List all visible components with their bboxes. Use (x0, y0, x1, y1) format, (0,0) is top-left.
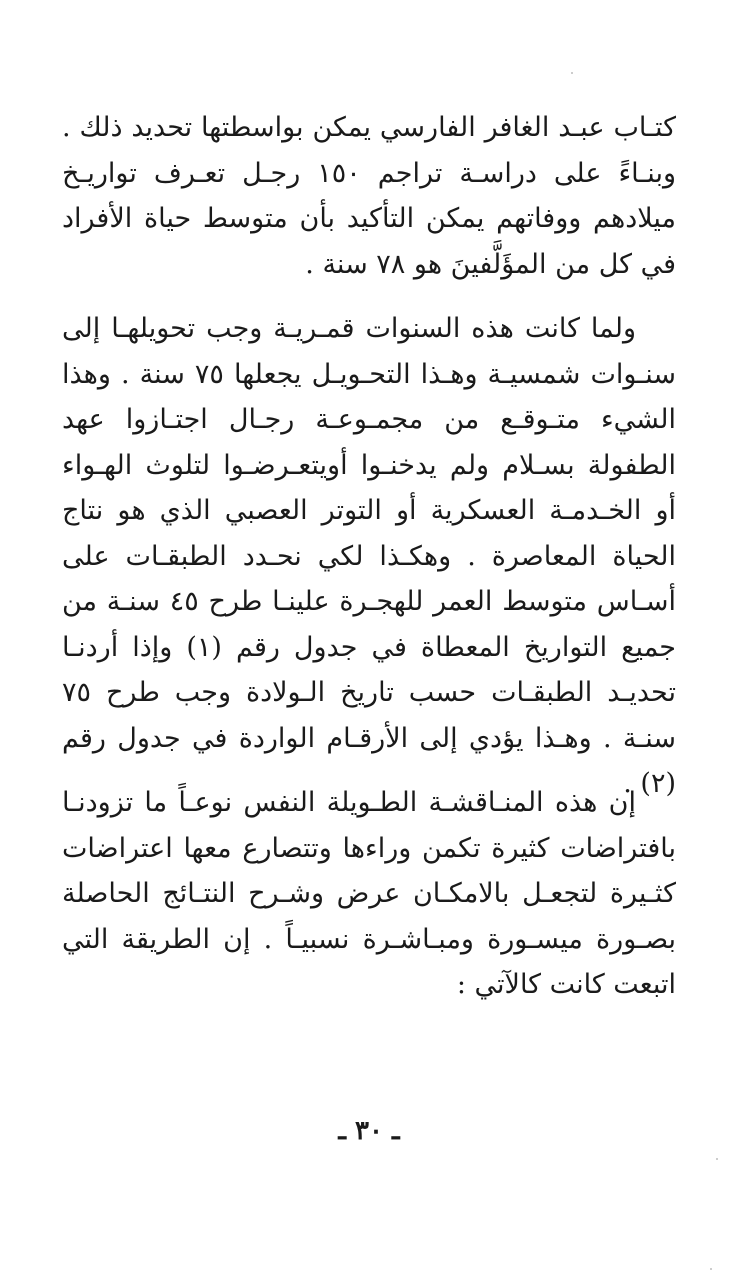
scan-speck (710, 1268, 712, 1270)
page-number: ـ ٣٠ ـ (338, 1116, 400, 1146)
paragraph-2 (62, 306, 676, 807)
paragraph-3 (62, 780, 676, 1008)
scan-speck (571, 72, 573, 74)
scan-speck (716, 1158, 718, 1160)
paragraph-2-text: ولما كانت هذه السنوات قمـريـة وجب تحويلهـا إلى سنـوات شمسيـة وهـذا التحـويـل يجعلها ٧٥ سنة . وهذا الشيء متـوقـع من مجمـوعـة رجـال اجتـازوا عهد الطفولة بسـلام ولم يدخنـوا أويتعـرضـوا لتلوث الهـواء أو الخـدمـة العسكرية أو التوتر العصبي الذي هو نتاج الحياة المعاصرة . وهكـذا لكي نحـدد الطبقـات على أسـاس متوسط العمر للهجـرة علينـا طرح ٤٥ سنـة من جميع التواريخ المعطاة في جدول رقم (١) وإذا أردنـا تحديـد الطبقـات حسب تاريخ الـولادة وجب طرح ٧٥ سنـة . وهـذا يؤدي إلى الأرقـام الواردة في جدول رقم (٢) . (62, 313, 676, 799)
paragraph-3-text: إن هذه المنـاقشـة الطـويلة النفس نوعـاً ما تزودنـا بافتراضات كثيرة تكمن وراءها وتتصارع معها اعتراضات كثـيرة لتجعـل بالامكـان عرض وشـرح النتـائج الحاصلة بصـورة ميسـورة ومبـاشـرة نسبيـاً . إن الطريقة التي اتبعت كانت كالآتي : (62, 787, 676, 1000)
paragraph-1-text: كتـاب عبـد الغافر الفارسي يمكن بواسطتها تحديد ذلك . وبنـاءً على دراسـة تراجم ١٥٠ رجـل تعـرف تواريـخ ميلادهم ووفاتهم يمكن التأكيد بأن متوسط حياة الأفراد في كل من المؤَلَّفينَ هو ٧٨ سنة . (62, 112, 677, 280)
paragraph-1 (62, 105, 676, 287)
